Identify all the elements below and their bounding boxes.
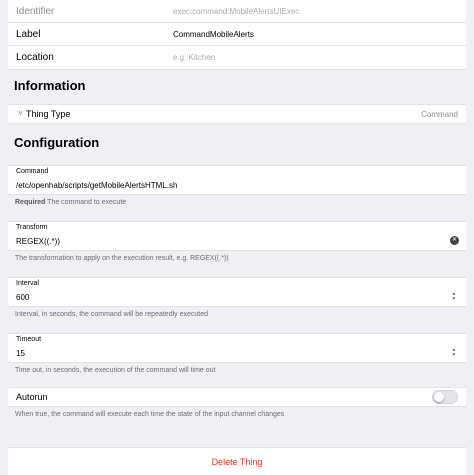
timeout-input[interactable]: 15 — [16, 349, 25, 358]
thing-type-label: Thing Type — [26, 109, 71, 119]
thing-type-value: Command — [421, 110, 458, 119]
identifier-value: exec:command:MobileAlertsUIExec — [173, 6, 300, 16]
command-input[interactable]: /etc/openhab/scripts/getMobileAlertsHTML.sh — [16, 181, 178, 190]
thing-details-card — [8, 0, 466, 70]
identifier-row — [8, 0, 466, 23]
timeout-stepper-icon[interactable]: ▲ ▼ — [451, 346, 457, 358]
command-field[interactable] — [8, 165, 466, 195]
autorun-label: Autorun — [16, 392, 48, 402]
timeout-hint: Time out, in seconds, the execution of the command will time out — [15, 367, 216, 374]
transform-hint: The transformation to apply on the execution result, e.g. REGEX((.*)) — [15, 255, 229, 262]
thing-type-card[interactable] — [8, 104, 466, 124]
location-row[interactable] — [8, 46, 466, 69]
autorun-hint: When true, the command will execute each time the state of the input channel changes — [15, 411, 285, 418]
required-badge: Required — [15, 199, 46, 206]
label-label: Label — [16, 28, 41, 40]
location-label: Location — [16, 52, 54, 63]
toggle-knob — [434, 392, 444, 402]
timeout-label: Timeout — [16, 336, 42, 343]
chevron-down-icon: ∨ — [18, 110, 24, 117]
autorun-field — [8, 387, 466, 407]
delete-card — [8, 447, 466, 475]
transform-label: Transform — [16, 224, 48, 231]
transform-field[interactable] — [8, 221, 466, 251]
configuration-heading: Configuration — [14, 135, 100, 150]
command-hint — [15, 199, 126, 206]
clear-icon[interactable]: ✕ — [451, 237, 458, 243]
interval-stepper-icon[interactable]: ▲ ▼ — [451, 290, 457, 302]
label-input[interactable]: CommandMobileAlerts — [173, 29, 254, 39]
interval-hint: Interval, in seconds, the command will be repeatedly executed — [15, 311, 208, 318]
transform-input[interactable]: REGEX((.*)) — [16, 237, 60, 246]
autorun-toggle[interactable] — [432, 390, 458, 404]
information-heading: Information — [14, 78, 86, 93]
label-row[interactable] — [8, 23, 466, 46]
location-input[interactable]: e.g. Kitchen — [173, 53, 216, 62]
command-label: Command — [16, 168, 49, 175]
identifier-label: Identifier — [16, 5, 55, 17]
interval-field[interactable] — [8, 277, 466, 307]
delete-thing-button[interactable]: Delete Thing — [211, 457, 263, 467]
timeout-field[interactable] — [8, 333, 466, 363]
interval-label: Interval — [16, 280, 39, 287]
interval-input[interactable]: 600 — [16, 293, 30, 302]
command-hint-text: The command to execute — [47, 199, 127, 206]
